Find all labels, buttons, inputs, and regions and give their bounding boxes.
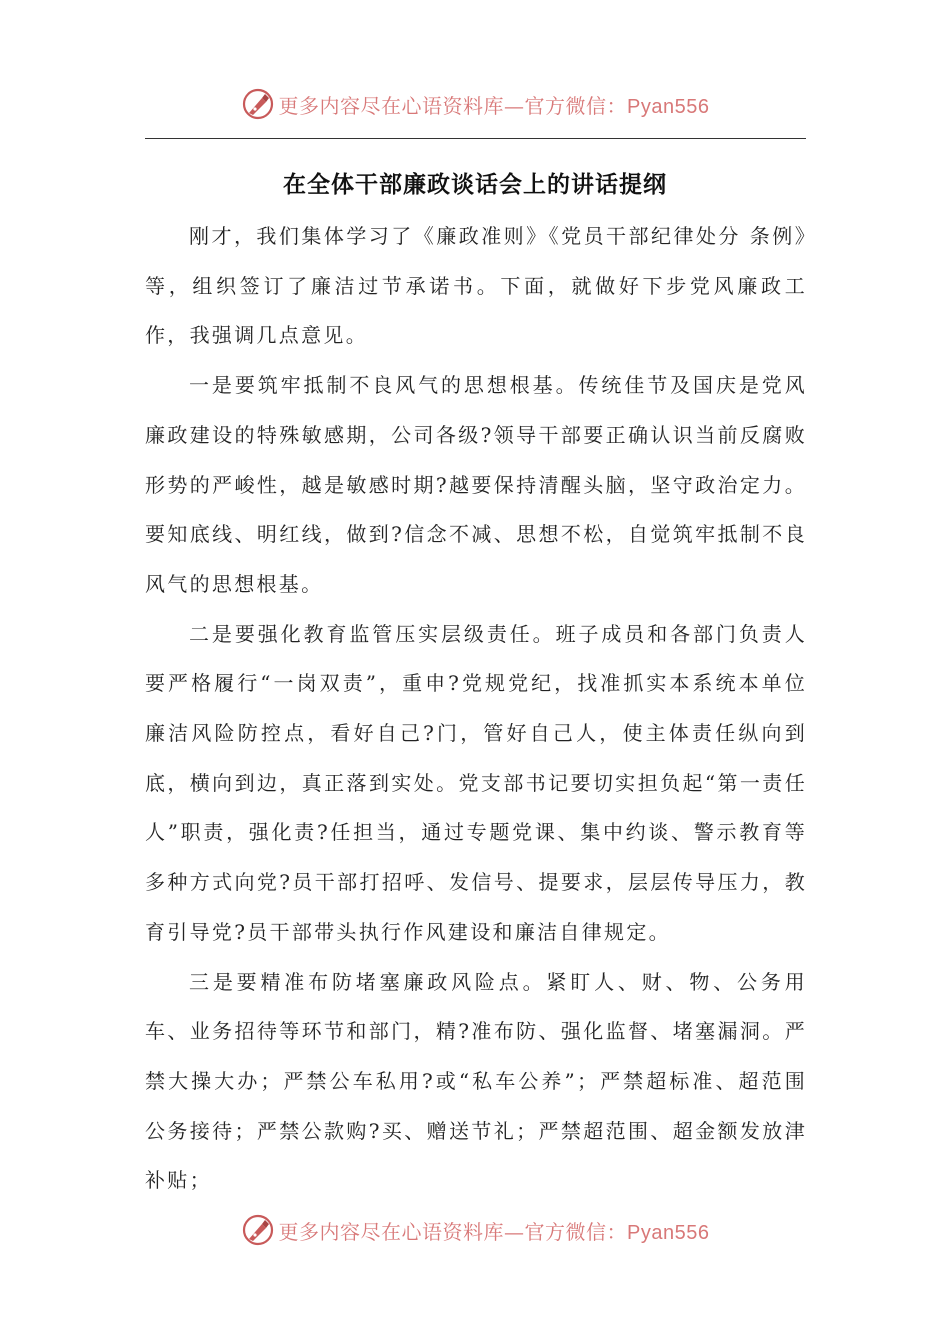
paragraph-point-1: 一是要筑牢抵制不良风气的思想根基。传统佳节及国庆是党风廉政建设的特殊敏感期，公司各级?领导干部要正确认识当前反腐败形势的严峻性，越是敏感时期?越要保持清醒头脑，坚守政治定力。要知底线、明红线，做到?信念不减、思想不松，自觉筑牢抵制不良风气的思想根基。 xyxy=(145,373,807,596)
wechat-id: Pyan556 xyxy=(627,95,710,118)
document-body xyxy=(145,212,807,1206)
watermark-header xyxy=(0,84,950,124)
watermark-text: 更多内容尽在心语资料库—官方微信：Pyan556 xyxy=(278,93,710,118)
paragraph-intro: 刚才，我们集体学习了《廉政准则》《党员干部纪律处分 条例》等，组织签订了廉洁过节承诺书。下面，就做好下步党风廉政工作，我强调几点意见。 xyxy=(145,224,807,348)
document-title: 在全体干部廉政谈话会上的讲话提纲 xyxy=(283,172,667,198)
paragraph-point-2: 二是要强化教育监管压实层级责任。班子成员和各部门负责人要严格履行“一岗双责”，重申?党规党纪，找准抓实本系统本单位廉洁风险防控点，看好自己?门，管好自己人，使主体责任纵向到底，横向到边，真正落到实处。党支部书记要切实担负起“第一责任人”职责，强化责?任担当，通过专题党课、集中约谈、警示教育等多种方式向党?员干部打招呼、发信号、提要求，层层传导压力，教育引导党?员干部带头执行作风建设和廉洁自律规定。 xyxy=(145,621,807,944)
watermark-text: 更多内容尽在心语资料库—官方微信：Pyan556 xyxy=(278,1219,710,1244)
paragraph-point-3: 三是要精准布防堵塞廉政风险点。紧盯人、财、物、公务用车、业务招待等环节和部门，精?准布防、强化监督、堵塞漏洞。严禁大操大办；严禁公车私用?或“私车公养”；严禁超标准、超范围公务接待；严禁公款购?买、赠送节礼；严禁超范围、超金额发放津补贴； xyxy=(145,969,807,1193)
watermark-footer xyxy=(0,1210,950,1250)
pen-nib-icon xyxy=(241,87,275,121)
header-divider xyxy=(145,138,806,139)
wechat-id: Pyan556 xyxy=(627,1221,710,1244)
pen-nib-icon xyxy=(241,1213,275,1247)
